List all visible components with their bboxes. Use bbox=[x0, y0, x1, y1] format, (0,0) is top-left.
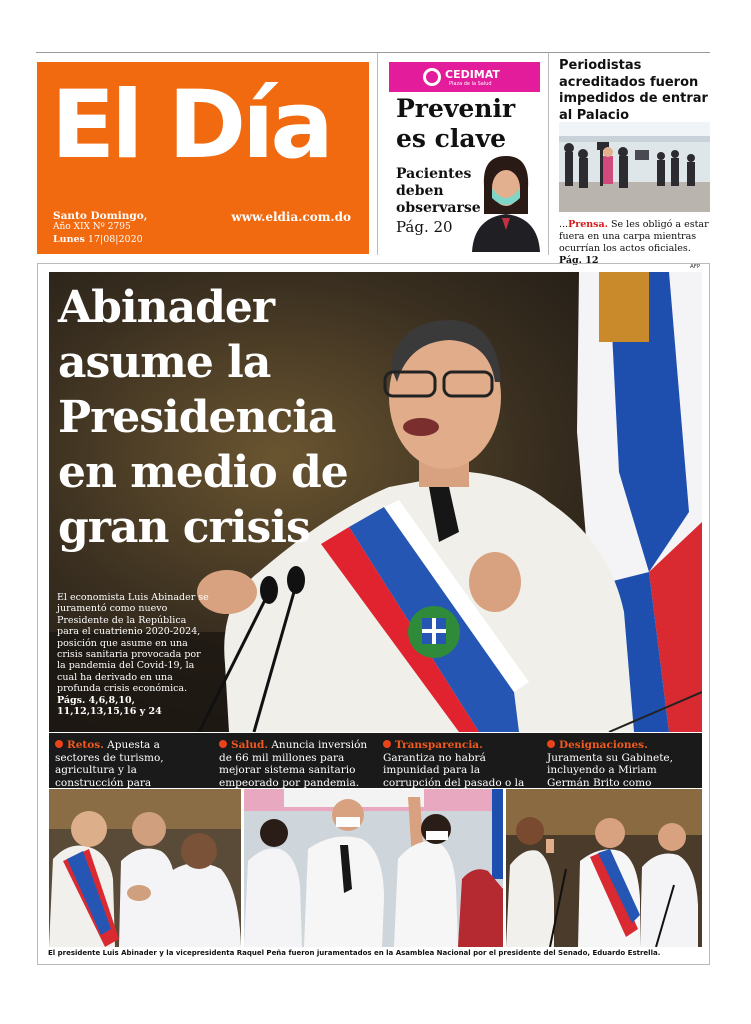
highlight-text: Anuncia inversión de 66 mil millones para mejorar sistema sanitario empeorado por pandemia. bbox=[219, 739, 368, 789]
column-divider bbox=[377, 53, 378, 255]
highlight-label: Retos. bbox=[67, 739, 104, 751]
bullet-icon bbox=[55, 740, 63, 748]
masthead-day: Lunes bbox=[53, 234, 85, 245]
teaser-health-title[interactable]: Prevenir es clave bbox=[396, 94, 516, 153]
highlight-text: Garantiza no habrá impunidad para la corrupción del pasado o la bbox=[383, 751, 525, 789]
sponsor-name: CEDIMAT bbox=[445, 68, 500, 81]
caption-page[interactable]: Pág. 12 bbox=[559, 255, 599, 266]
column-divider bbox=[548, 53, 549, 255]
highlight-label: Designaciones. bbox=[559, 739, 648, 751]
teaser-press-title[interactable]: Periodistas acreditados fueron impedidos de entrar al Palacio bbox=[559, 58, 708, 123]
teaser-press-caption bbox=[559, 219, 711, 267]
masthead-date bbox=[53, 234, 143, 245]
sponsor-sub: Plaza de la Salud bbox=[449, 81, 492, 87]
masthead-city: Santo Domingo, bbox=[53, 210, 148, 222]
highlight-label: Salud. bbox=[231, 739, 269, 751]
ceremony-photo-1 bbox=[49, 789, 241, 947]
teaser-health-text: Pacientes deben observarse bbox=[396, 166, 481, 216]
main-lead bbox=[57, 592, 209, 717]
sponsor-logo-icon bbox=[423, 68, 441, 86]
bullet-icon bbox=[219, 740, 227, 748]
newspaper-logo[interactable]: El Día bbox=[51, 71, 330, 180]
photo-credit: AFP bbox=[690, 264, 701, 270]
highlights-strip bbox=[49, 733, 702, 788]
bullet-icon bbox=[383, 740, 391, 748]
sponsor-banner bbox=[389, 62, 540, 92]
masthead bbox=[37, 62, 369, 254]
ceremony-photo-3 bbox=[506, 789, 702, 947]
masthead-date-value: 17|08|2020 bbox=[87, 234, 143, 245]
highlight-text: Juramenta su Gabinete, incluyendo a Miriam Germán Brito como bbox=[547, 751, 673, 789]
top-rule bbox=[36, 52, 710, 53]
masked-woman-photo bbox=[470, 152, 542, 252]
main-headline[interactable]: Abinader asume la Presidencia en medio de gran crisis bbox=[58, 282, 348, 553]
teaser-health-page[interactable]: Pág. 20 bbox=[396, 218, 453, 236]
highlight-text: Apuesta a sectores de turismo, agricultura y la construcción para bbox=[55, 739, 164, 789]
caption-label: Prensa. bbox=[568, 219, 608, 230]
press-tent-photo bbox=[559, 122, 710, 212]
masthead-issue: Año XIX Nº 2795 bbox=[53, 222, 131, 232]
bullet-icon bbox=[547, 740, 555, 748]
ceremony-photo-2 bbox=[244, 789, 503, 947]
photo-caption: El presidente Luis Abinader y la vicepresidenta Raquel Peña fueron juramentados en la Asamblea Nacional por el presidente del Senado, Eduardo Estrella. bbox=[48, 949, 661, 957]
caption-text: Se les obligó a estar fuera en una carpa mientras ocurrían los actos oficiales. bbox=[559, 219, 709, 254]
website-link[interactable]: www.eldia.com.do bbox=[231, 210, 351, 224]
caption-prefix: ... bbox=[559, 219, 569, 230]
lead-text: El economista Luis Abinader se juramentó como nuevo Presidente de la República para el cuatrienio 2020-2024, posición que asume en una crisis sanitaria provocada por la pandemia del Covid-19, la cual ha derivado en una profunda crisis económica. bbox=[57, 592, 209, 695]
highlight-salud[interactable] bbox=[219, 739, 369, 789]
lead-pages[interactable]: Págs. 4,6,8,10, 11,12,13,15,16 y 24 bbox=[57, 694, 162, 718]
highlight-label: Transparencia. bbox=[395, 739, 483, 751]
